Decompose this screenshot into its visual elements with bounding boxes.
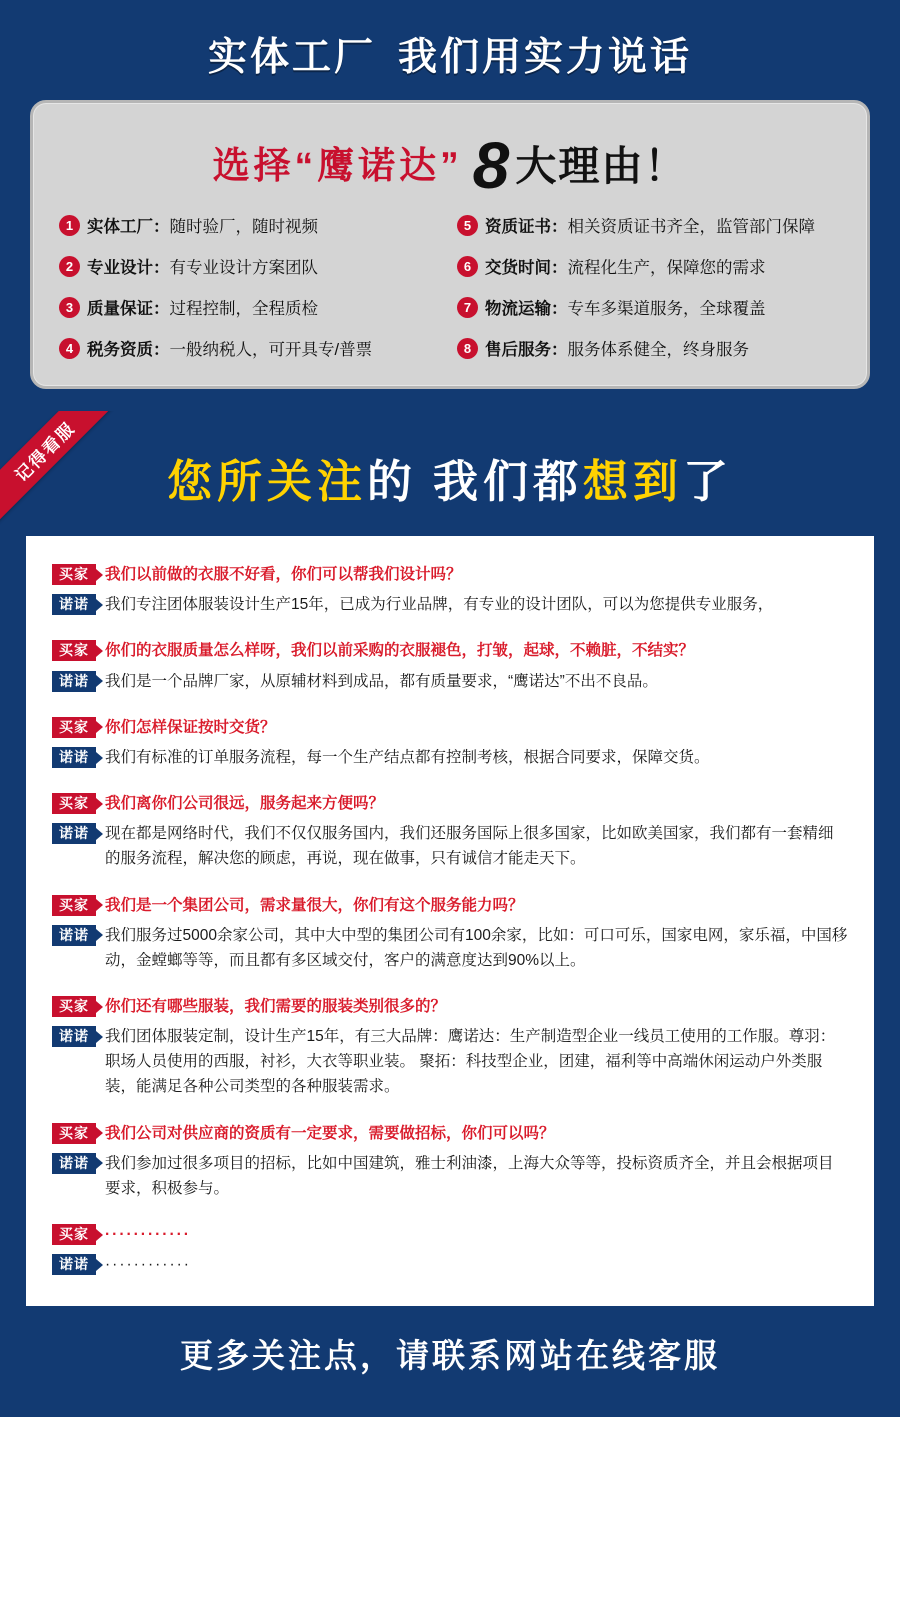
bottom-bar xyxy=(0,1403,900,1417)
reason-item xyxy=(457,295,841,319)
faq-item xyxy=(52,715,848,770)
faq-answer-row xyxy=(52,668,848,694)
reason-label: 售后服务： xyxy=(485,341,568,359)
reason-label: 税务资质： xyxy=(87,341,170,359)
reason-number: 8 xyxy=(457,338,478,359)
faq-headline-part3: 我们都 xyxy=(432,456,583,507)
faq-answer: 我们专注团体服装设计生产15年，已成为行业品牌，有专业的设计团队，可以为您提供专业服务， xyxy=(105,596,774,614)
faq-question-row xyxy=(52,994,848,1018)
faq-answer-row xyxy=(52,591,848,617)
card-title-number: 8 xyxy=(472,128,510,202)
faq-item xyxy=(52,1222,848,1277)
faq-item xyxy=(52,791,848,871)
answer-tag: 诺诺 xyxy=(52,594,96,615)
faq-footer: 更多关注点，请联系网站在线客服 xyxy=(180,1337,720,1375)
faq-section xyxy=(0,411,900,1403)
corner-ribbon: 记得看服 xyxy=(0,411,120,527)
reason-label: 交货时间： xyxy=(485,259,568,277)
faq-question: 你们的衣服质量怎么样呀，我们以前采购的衣服褪色，打皱，起球，不赖脏，不结实？ xyxy=(105,642,695,660)
reason-item xyxy=(457,336,841,360)
section1-headline xyxy=(0,14,900,100)
headline-part1: 实体工厂 xyxy=(207,36,376,79)
reasons-section xyxy=(0,0,900,411)
faq-question: 我们离你们公司很远，服务起来方便吗？ xyxy=(105,795,385,813)
reason-number: 4 xyxy=(59,338,80,359)
faq-card xyxy=(26,536,874,1306)
reason-text: 过程控制，全程质检 xyxy=(169,300,318,318)
faq-answer: 我们团体服装定制，设计生产15年，有三大品牌：鹰诺达：生产制造型企业一线员工使用的工作服。尊羽：职场人员使用的西服，衬衫，大衣等职业装。 聚拓：科技型企业，团建，福利等中高端休闲运动户外类服装，能满足各种公司类型的各种服装需求。 xyxy=(105,1028,836,1096)
faq-item xyxy=(52,562,848,617)
faq-headline-part5: 了 xyxy=(683,456,734,507)
faq-item xyxy=(52,1121,848,1201)
faq-question: 我们公司对供应商的资质有一定要求，需要做招标，你们可以吗？ xyxy=(105,1124,555,1142)
reason-number: 5 xyxy=(457,215,478,236)
reason-item xyxy=(59,295,443,319)
reason-label: 资质证书： xyxy=(485,218,568,236)
answer-tag: 诺诺 xyxy=(52,747,96,768)
faq-headline-part1: 您所关注 xyxy=(166,456,367,507)
reason-item xyxy=(59,213,443,237)
reason-text: 专车多渠道服务，全球覆盖 xyxy=(567,300,766,318)
answer-tag: 诺诺 xyxy=(52,1254,96,1275)
faq-question: 你们还有哪些服装，我们需要的服装类别很多的？ xyxy=(105,998,447,1016)
buyer-tag: 买家 xyxy=(52,895,96,916)
buyer-tag: 买家 xyxy=(52,1123,96,1144)
answer-tag: 诺诺 xyxy=(52,1153,96,1174)
reasons-card xyxy=(30,100,870,389)
reason-item xyxy=(59,336,443,360)
faq-question: 我们是一个集团公司，需求量很大，你们有这个服务能力吗？ xyxy=(105,896,524,914)
faq-item xyxy=(52,893,848,973)
card-title-red: 选择“鹰诺达” xyxy=(212,145,463,186)
reasons-card-title xyxy=(59,121,841,213)
faq-question-row xyxy=(52,1222,848,1246)
faq-answer: 我们参加过很多项目的招标，比如中国建筑，雅士利油漆，上海大众等等，投标资质齐全，并且会根据项目要求，积极参与。 xyxy=(105,1154,834,1197)
buyer-tag: 买家 xyxy=(52,793,96,814)
faq-headline-part4: 想到 xyxy=(583,456,684,507)
faq-answer: 我们是一个品牌厂家，从原辅材料到成品，都有质量要求，“鹰诺达”不出不良品。 xyxy=(105,672,658,690)
reason-text: 随时验厂，随时视频 xyxy=(169,218,318,236)
reason-item xyxy=(457,254,841,278)
faq-question-row xyxy=(52,893,848,917)
faq-answer: 我们服务过5000余家公司，其中大中型的集团公司有100余家，比如：可口可乐，国家电网，家乐福，中国移动，金螳螂等等，而且都有多区域交付，客户的满意度达到90%以上。 xyxy=(105,926,848,969)
faq-answer: 我们有标准的订单服务流程，每一个生产结点都有控制考核，根据合同要求，保障交货。 xyxy=(105,748,710,766)
reason-text: 相关资质证书齐全，监管部门保障 xyxy=(567,218,815,236)
reason-label: 质量保证： xyxy=(87,300,170,318)
faq-headline-part2: 的 xyxy=(366,456,417,507)
faq-answer-row xyxy=(52,922,848,973)
buyer-tag: 买家 xyxy=(52,564,96,585)
headline-part2: 我们用实力说话 xyxy=(398,36,693,79)
faq-answer-row xyxy=(52,1150,848,1201)
faq-question-row xyxy=(52,791,848,815)
answer-tag: 诺诺 xyxy=(52,925,96,946)
answer-tag: 诺诺 xyxy=(52,671,96,692)
faq-answer-row xyxy=(52,1251,848,1277)
faq-question-row xyxy=(52,638,848,662)
reason-number: 2 xyxy=(59,256,80,277)
reason-number: 6 xyxy=(457,256,478,277)
faq-item xyxy=(52,638,848,693)
answer-tag: 诺诺 xyxy=(52,1026,96,1047)
reason-item xyxy=(457,213,841,237)
reason-number: 7 xyxy=(457,297,478,318)
reason-text: 流程化生产，保障您的需求 xyxy=(567,259,766,277)
reason-text: 一般纳税人，可开具专/普票 xyxy=(169,341,373,359)
faq-question: 我们以前做的衣服不好看，你们可以帮我们设计吗？ xyxy=(105,566,462,583)
reason-number: 3 xyxy=(59,297,80,318)
reason-label: 物流运输： xyxy=(485,300,568,318)
faq-question: ············ xyxy=(105,1226,191,1244)
faq-answer: 现在都是网络时代，我们不仅仅服务国内，我们还服务国际上很多国家，比如欧美国家，我们都有一套精细的服务流程，解决您的顾虑，再说，现在做事，只有诚信才能走天下。 xyxy=(105,825,834,868)
reason-text: 服务体系健全，终身服务 xyxy=(567,341,749,359)
answer-tag: 诺诺 xyxy=(52,823,96,844)
faq-answer-row xyxy=(52,744,848,770)
buyer-tag: 买家 xyxy=(52,996,96,1017)
reason-text: 有专业设计方案团队 xyxy=(169,259,318,277)
faq-question-row xyxy=(52,715,848,739)
faq-question-row xyxy=(52,1121,848,1145)
faq-item xyxy=(52,994,848,1100)
reason-label: 专业设计： xyxy=(87,259,170,277)
buyer-tag: 买家 xyxy=(52,640,96,661)
reason-label: 实体工厂： xyxy=(87,218,170,236)
card-title-black: 大理由！ xyxy=(515,142,688,189)
faq-headline xyxy=(0,411,900,536)
buyer-tag: 买家 xyxy=(52,717,96,738)
faq-answer-row xyxy=(52,820,848,871)
faq-answer: ············ xyxy=(105,1256,191,1274)
faq-question-row xyxy=(52,562,848,586)
faq-question: 你们怎样保证按时交货？ xyxy=(105,718,276,736)
buyer-tag: 买家 xyxy=(52,1224,96,1245)
reason-item xyxy=(59,254,443,278)
reasons-grid xyxy=(59,213,841,360)
reason-number: 1 xyxy=(59,215,80,236)
faq-answer-row xyxy=(52,1023,848,1099)
